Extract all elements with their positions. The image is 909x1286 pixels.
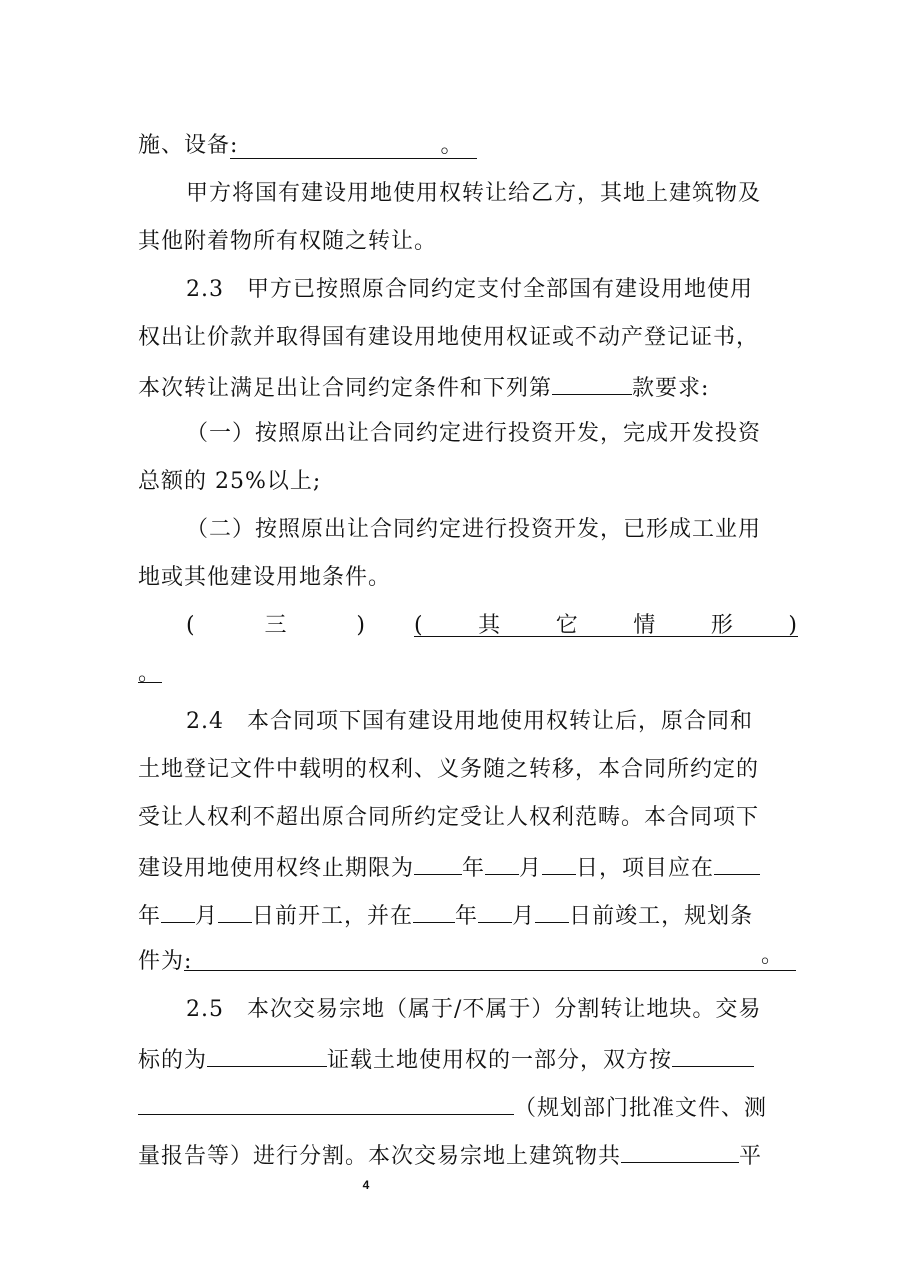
clause-2-4-dates: 年 月 日前开工，并在 年 月 日前竣工，规划条 — [138, 894, 798, 934]
blank-term-day — [542, 846, 576, 875]
blank-facilities: : 。 — [230, 133, 477, 159]
item-three: ( 三 ) ( 其 它 情 形 ) — [186, 606, 798, 646]
blank-term-year — [414, 846, 462, 875]
item-one-cont: 总额的 25%以上; — [138, 469, 322, 494]
clause-2-5: 2.5 本次交易宗地（属于/不属于）分割转让地块。交易 — [186, 997, 762, 1022]
clause-2-4-planning: 件为: 。 — [138, 942, 798, 982]
paragraph-transfer: 甲方将国有建设用地使用权转让给乙方，其地上建筑物及 — [186, 181, 762, 206]
paragraph-transfer-cont: 其他附着物所有权随之转让。 — [138, 229, 438, 254]
blank-start-month — [161, 894, 195, 923]
clause-2-3-cont1: 权出让价款并取得国有建设用地使用权证或不动产登记证书， — [138, 325, 760, 350]
line-facilities: 施、设备: 。 — [138, 126, 798, 166]
page-number: 4 — [362, 1178, 370, 1192]
blank-building-area — [621, 1134, 739, 1163]
blank-start-year — [714, 846, 760, 875]
blank-term-month — [485, 846, 519, 875]
clause-2-3: 2.3 甲方已按照原合同约定支付全部国有建设用地使用 — [186, 277, 753, 302]
clause-2-4: 2.4 本合同项下国有建设用地使用权转让后，原合同和 — [186, 709, 753, 734]
blank-finish-year — [413, 894, 455, 923]
blank-certificate — [207, 1038, 327, 1067]
blank-finish-day — [535, 894, 569, 923]
item-one: （一）按照原出让合同约定进行投资开发，完成开发投资 — [186, 421, 762, 446]
clause-2-3-cont2: 本次转让满足出让合同约定条件和下列第 款要求: — [138, 366, 798, 406]
blank-start-day — [218, 894, 252, 923]
clause-2-5-cont3: 量报告等）进行分割。本次交易宗地上建筑物共 平 — [138, 1134, 798, 1174]
clause-2-4-term-date: 建设用地使用权终止期限为 年 月 日，项目应在 — [138, 846, 798, 886]
blank-basis-start — [672, 1038, 754, 1067]
clause-2-4-cont2: 受让人权利不超出原合同所约定受让人权利范畴。本合同项下 — [138, 805, 760, 830]
blank-item-number — [552, 366, 632, 395]
blank-finish-month — [478, 894, 512, 923]
clause-2-4-cont1: 土地登记文件中载明的权利、义务随之转移，本合同所约定的 — [138, 757, 760, 782]
clause-2-5-cont1: 标的为 证载土地使用权的一部分，双方按 — [138, 1038, 798, 1078]
blank-planning-conditions: : 。 — [184, 942, 796, 971]
item-two: （二）按照原出让合同约定进行投资开发，已形成工业用 — [186, 517, 762, 542]
blank-basis — [138, 1086, 514, 1115]
item-two-cont: 地或其他建设用地条件。 — [138, 565, 392, 590]
blank-other-situation: ( 其 它 情 形 ) — [414, 606, 798, 637]
item-three-end: 。 — [138, 654, 798, 694]
clause-2-5-cont2: （规划部门批准文件、测 — [138, 1086, 798, 1126]
